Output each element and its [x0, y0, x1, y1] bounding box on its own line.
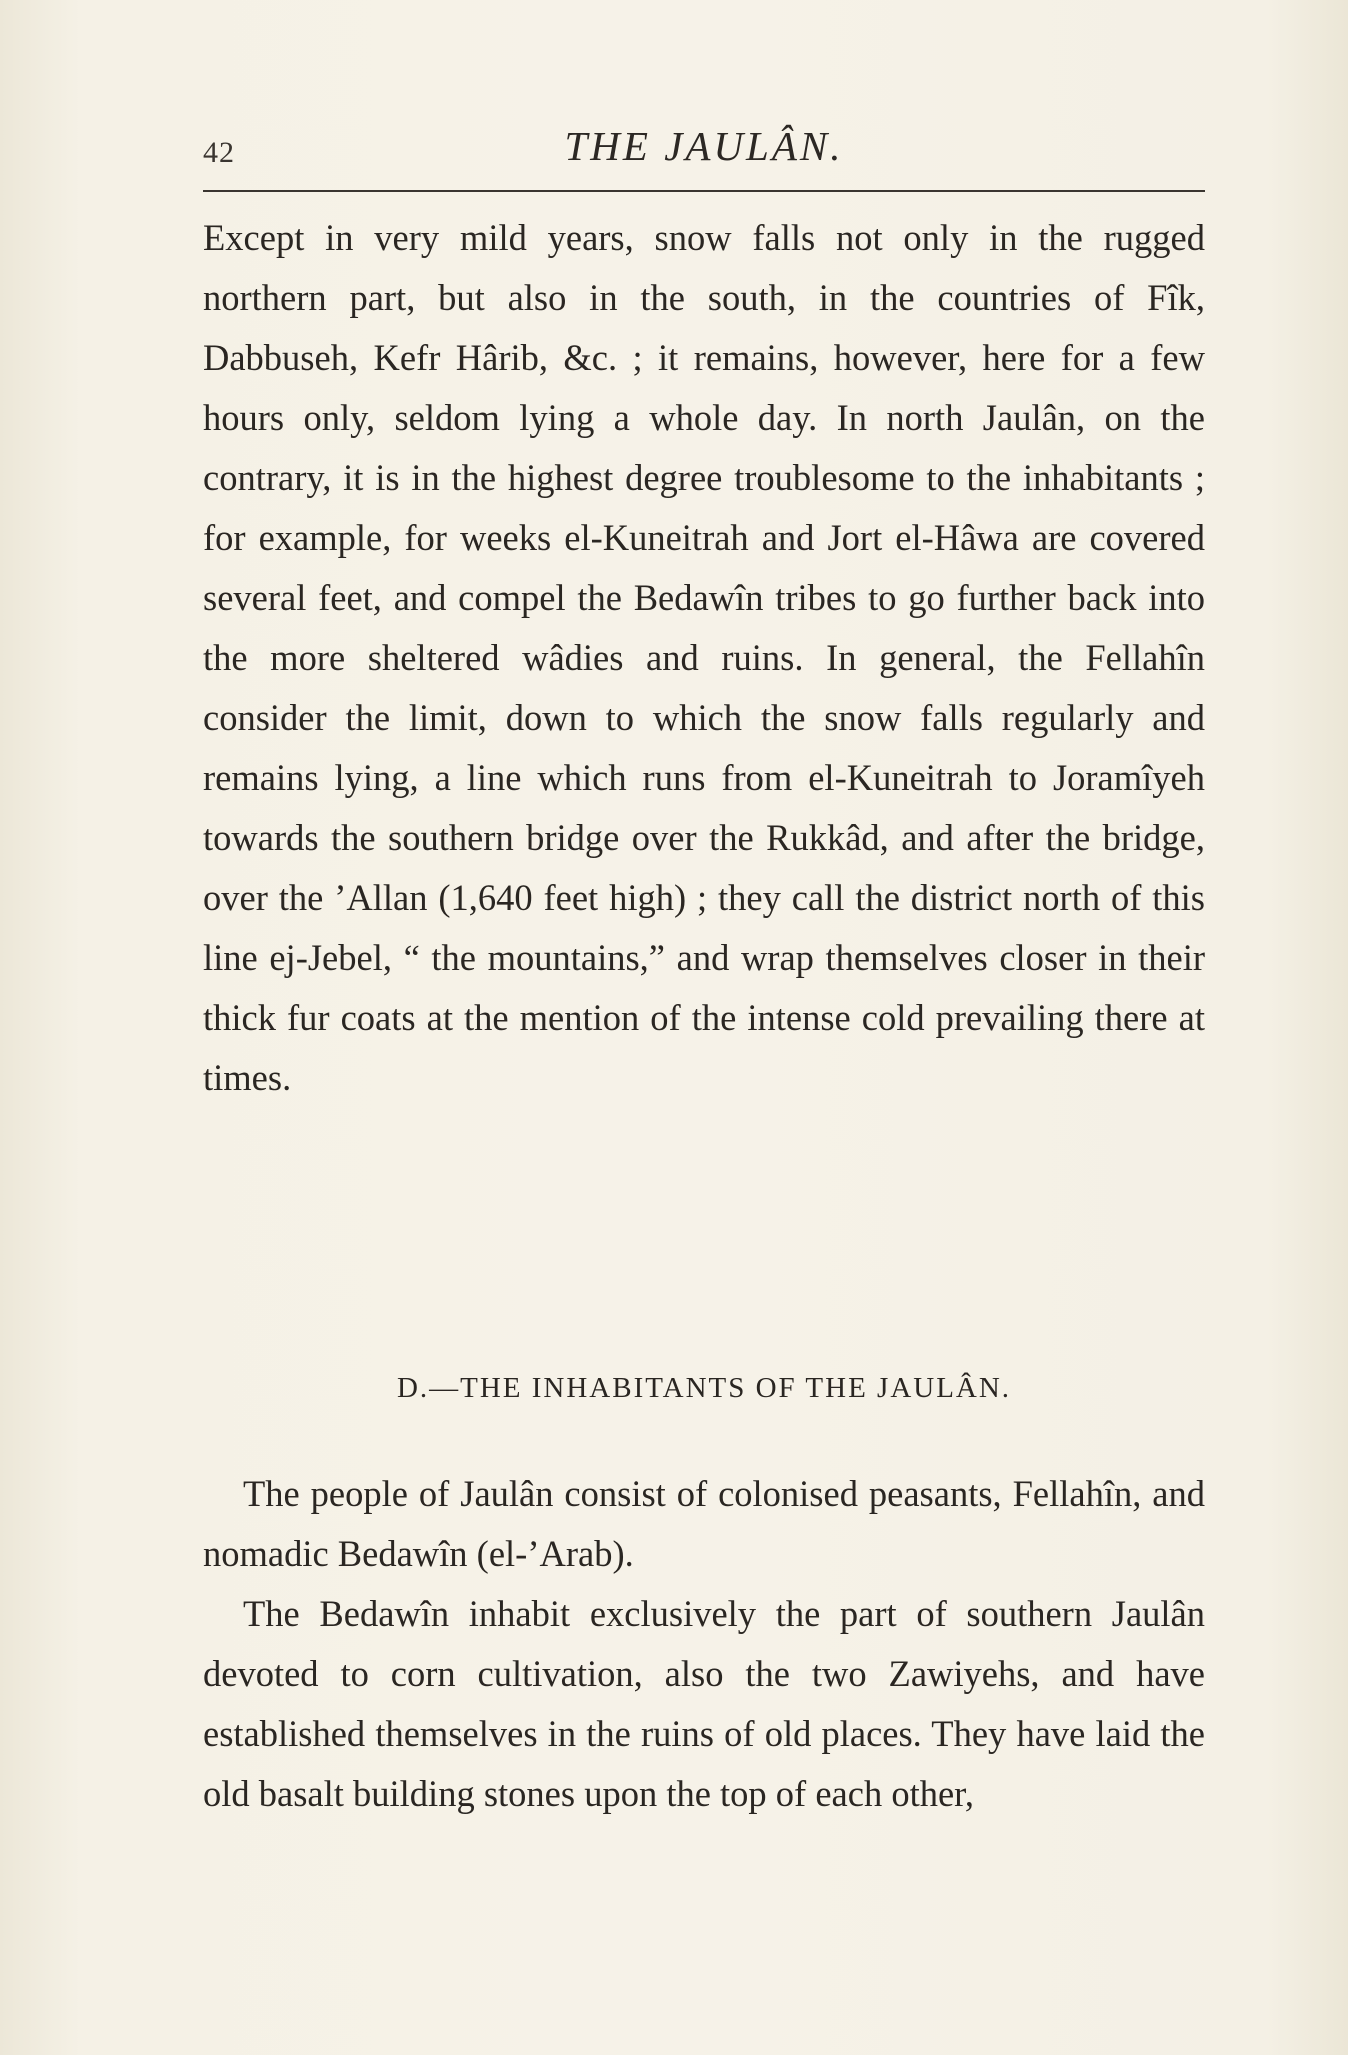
page-number: 42: [203, 136, 235, 169]
section-heading: D.—THE INHABITANTS OF THE JAULÂN.: [396, 1372, 1012, 1404]
header-rule: [203, 190, 1205, 192]
running-head: THE JAULÂN.: [564, 123, 844, 169]
paragraph: Except in very mild years, snow falls not only in the rugged northern part, but also in the south, in the countries of Fîk, Dabbuseh, Kefr Hârib, &c. ; it remains, however, here for a few hours only, seldom lying a whole day. In north Jaulân, on the contrary, it is in the highest degree troublesome to the inhabitants ; for example, for weeks el-Kuneitrah and Jort el-Hâwa are covered several feet, and compel the Bedawîn tribes to go further back into the more sheltered wâdies and ruins. In general, the Fellahîn consider the limit, down to which the snow falls regularly and remains lying, a line which runs from el-Kuneitrah to Joramîyeh towards the southern bridge over the Rukkâd, and after the bridge, over the ’Allan (1,640 feet high) ; they call the district north of this line ej-Jebel, “ the mountains,” and wrap themselves closer in their thick fur coats at the mention of the intense cold prevailing there at times.: [203, 217, 1205, 1098]
paragraph: The Bedawîn inhabit exclusively the part of southern Jaulân devoted to corn cultivation, also the two Zawiyehs, and have established themselves in the ruins of old places. They have laid the old basalt building stones upon the top of each other,: [203, 1593, 1205, 1814]
page-header: [203, 122, 1205, 172]
paragraph: The people of Jaulân consist of colonised peasants, Fellahîn, and nomadic Bedawîn (el-’Arab).: [203, 1473, 1205, 1574]
